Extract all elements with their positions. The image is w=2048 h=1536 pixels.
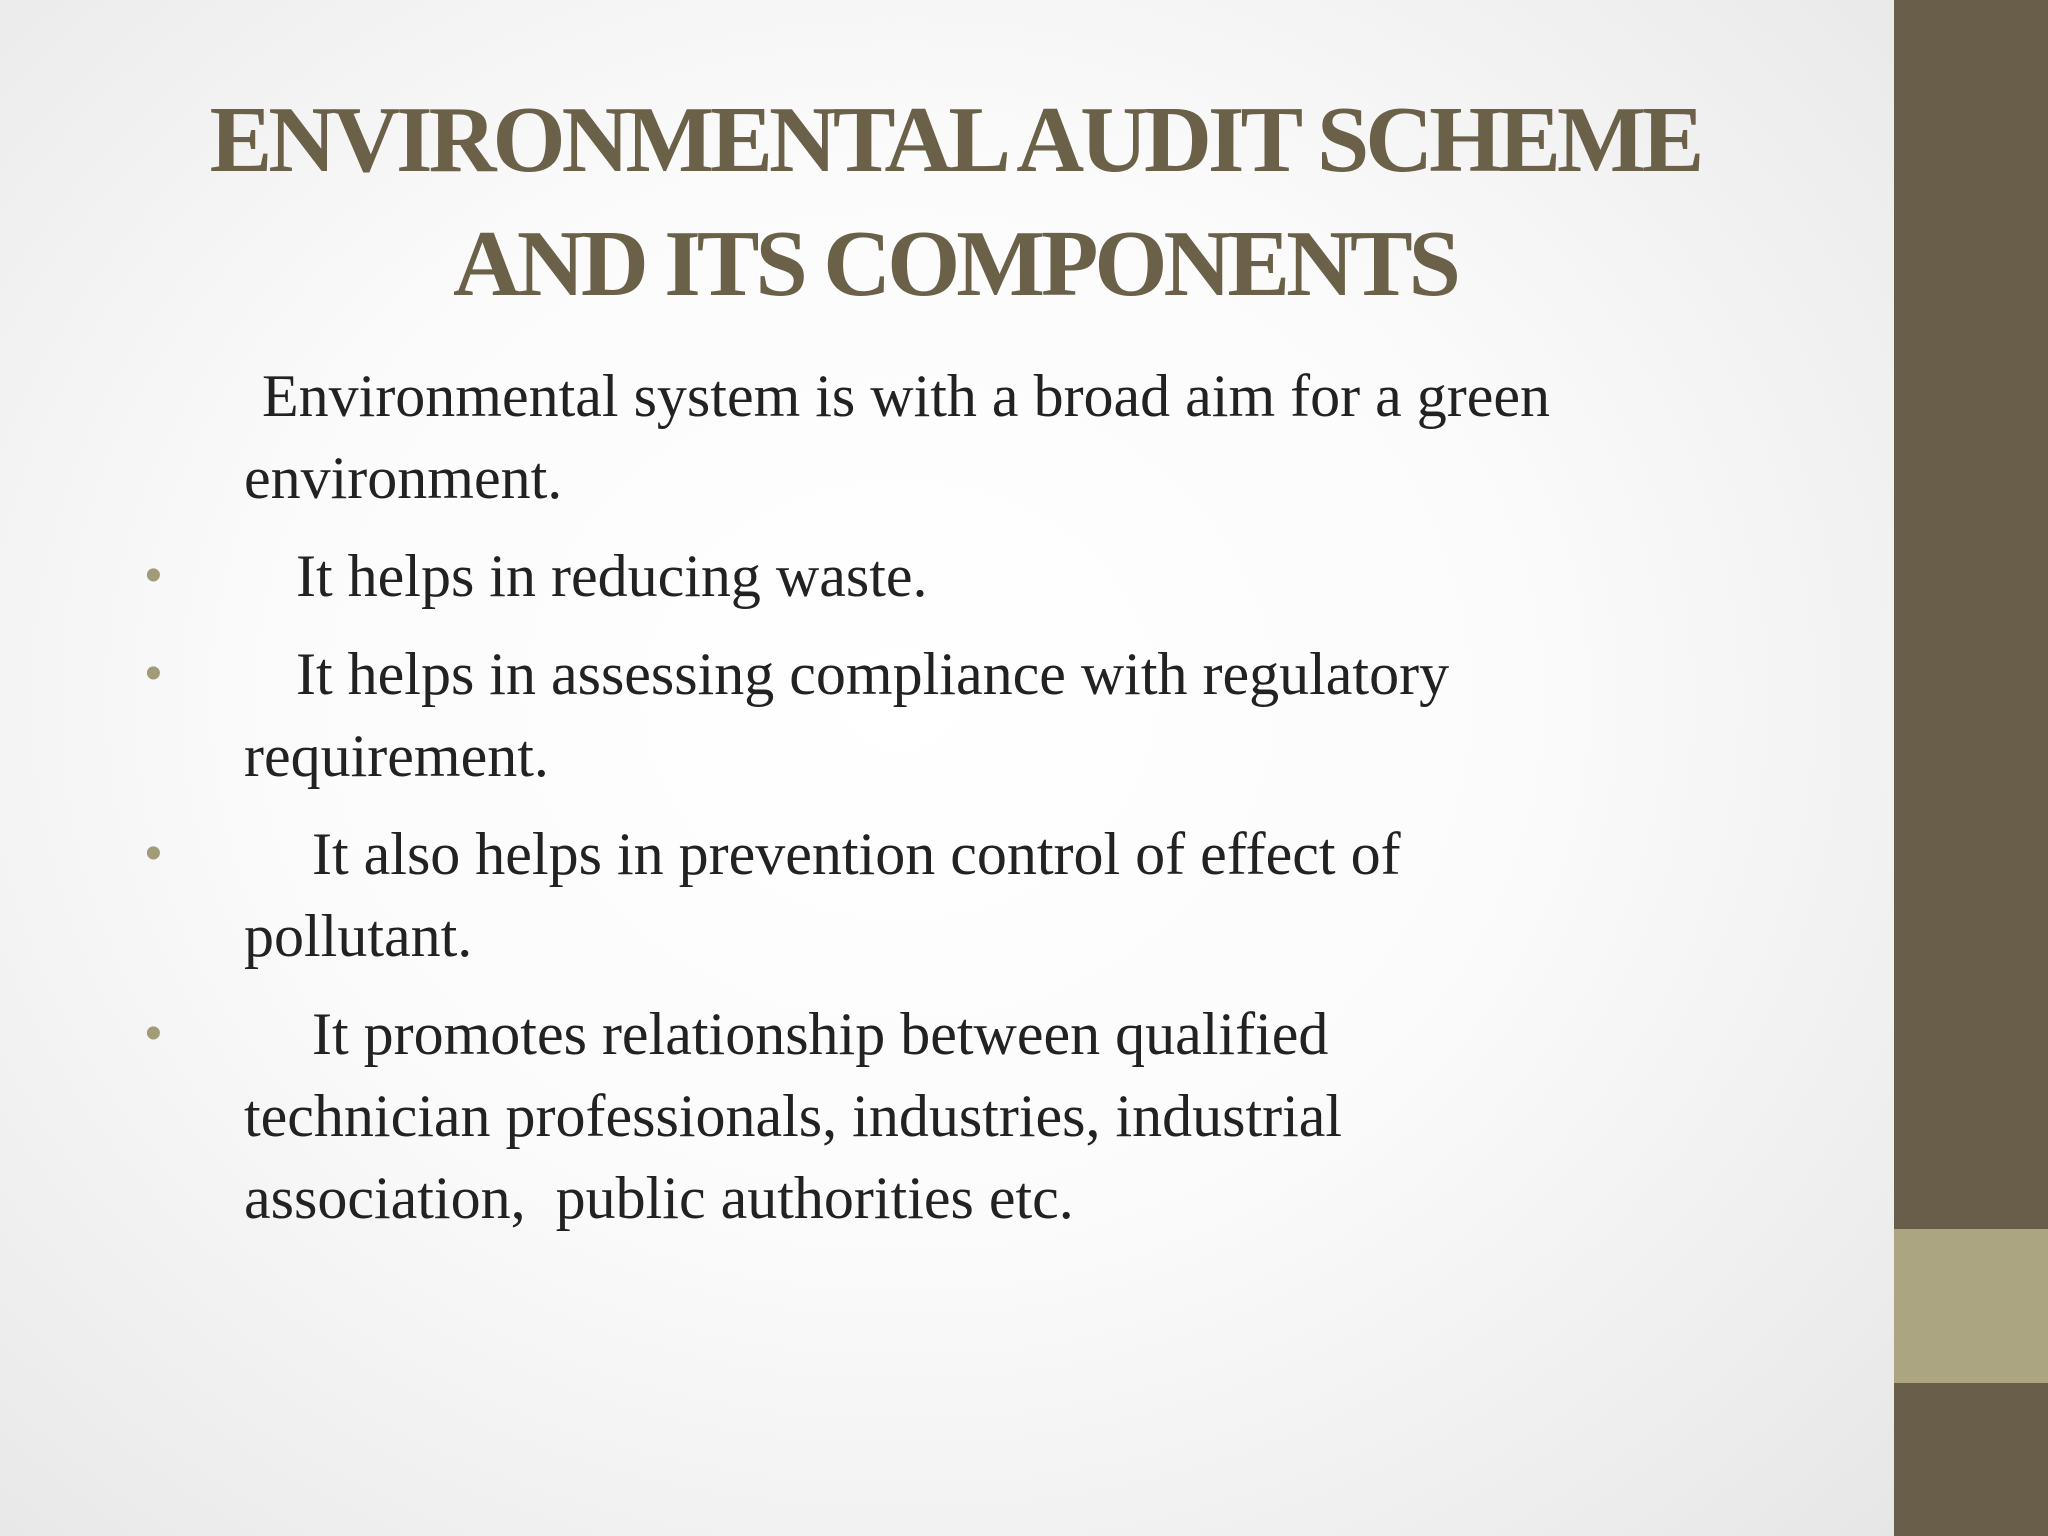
bullet-item-line-1: It promotes relationship between qualified bbox=[312, 1001, 1329, 1067]
bullet-icon: • bbox=[145, 1007, 162, 1060]
title-line-1: ENVIRONMENTAL AUDIT SCHEME bbox=[209, 88, 1701, 192]
bullet-item bbox=[140, 633, 1840, 797]
bullet-item bbox=[140, 993, 1840, 1239]
side-decor-accent bbox=[1894, 1229, 2048, 1383]
bullet-item-line-1: It helps in reducing waste. bbox=[296, 543, 928, 609]
bullet-icon: • bbox=[145, 549, 162, 602]
slide-title bbox=[60, 78, 1850, 326]
bullet-item-line-2: requirement. bbox=[244, 723, 549, 789]
bullet-icon: • bbox=[145, 647, 162, 700]
bullet-item bbox=[140, 813, 1840, 977]
bullet-item-line-3: association, public authorities etc. bbox=[244, 1165, 1074, 1231]
bullet-icon: • bbox=[145, 827, 162, 880]
bullet-item-line-2: pollutant. bbox=[244, 903, 473, 969]
bullet-item bbox=[140, 535, 1840, 617]
slide-body bbox=[140, 355, 1840, 1255]
bullet-item-line-1: It also helps in prevention control of effect of bbox=[312, 821, 1401, 887]
intro-line-2: environment. bbox=[244, 445, 563, 511]
intro-paragraph bbox=[140, 355, 1840, 519]
bullet-item-line-2: technician professionals, industries, industrial bbox=[244, 1083, 1343, 1149]
bullet-item-line-1: It helps in assessing compliance with regulatory bbox=[296, 641, 1450, 707]
title-line-2: AND ITS COMPONENTS bbox=[453, 212, 1457, 316]
intro-line-1: Environmental system is with a broad aim for a green bbox=[262, 363, 1550, 429]
